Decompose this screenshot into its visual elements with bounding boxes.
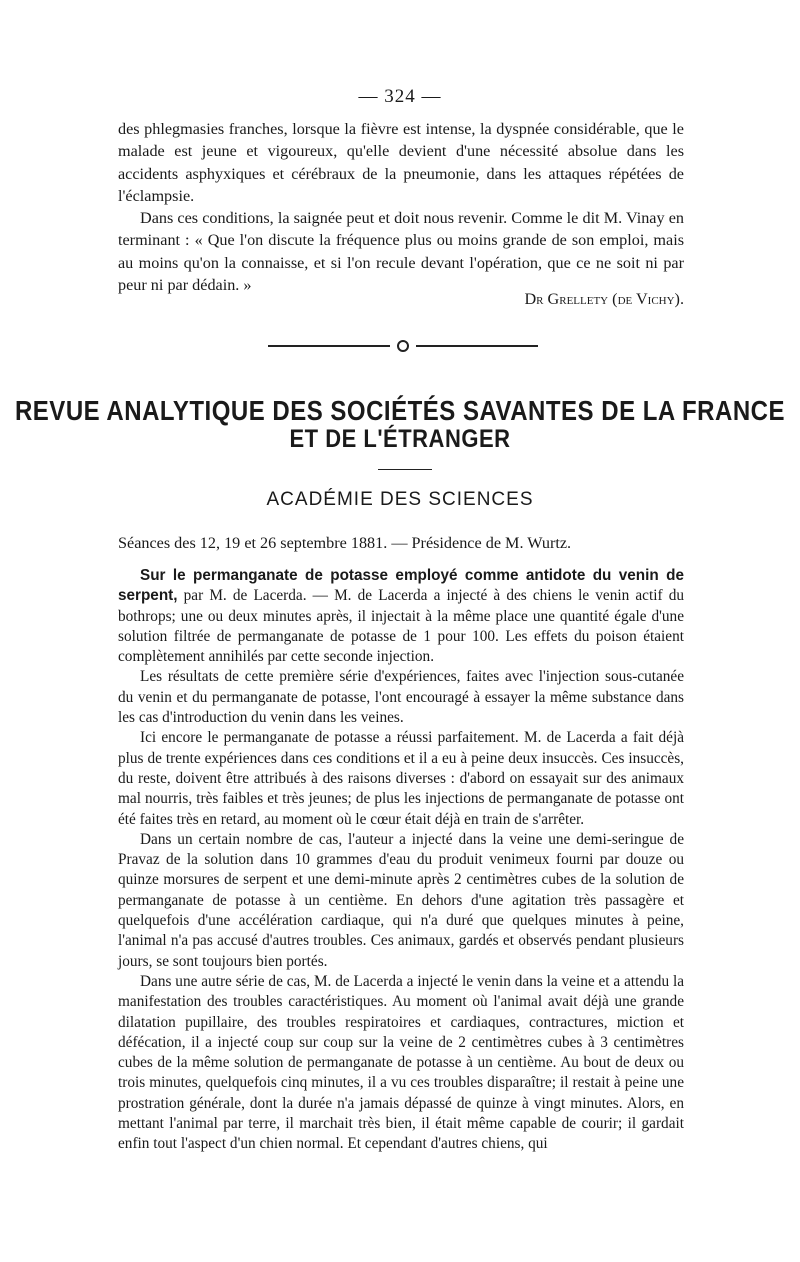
subsection-heading: ACADÉMIE DES SCIENCES	[266, 489, 534, 510]
paragraph: Les résultats de cette première série d'expériences, faites avec l'injection sous-cutanée du venin et du permanganate de potasse, l'ont encouragé à essayer la même substance dans les cas d'introduction du venin dans les veines.	[118, 668, 684, 727]
paragraph: Dans un certain nombre de cas, l'auteur a injecté dans la veine une demi-seringue de Pravaz de la solution dans 10 grammes d'eau du produit venimeux fourni par douze ou quinze morsures de serpent et une demi-minute après 2 centimètres cubes de la solution de permanganate de potasse à un centième. En dehors d'une agitation très passagère et quelquefois d'une accélération cardiaque, qui n'a duré que quelques minutes à peine, l'animal n'a pas accusé d'autres troubles. Ces animaux, gardés et observés pendant plusieurs jours, se sont toujours bien portés.	[118, 830, 684, 970]
ornamental-divider	[268, 340, 538, 352]
sessions-line: Séances des 12, 19 et 26 septembre 1881. — Présidence de M. Wurtz.	[118, 534, 572, 552]
paragraph: Sur le permanganate de potasse employé comme antidote du venin de serpent, par M. de Lacerda. — M. de Lacerda a injecté à des chiens le venin actif du bothrops; une ou deux minutes après, il injectait à la même place une quantité égale d'une solution filtrée de permanganate de potasse de 1 pour 100. Les effets du poison étaient complètement annihilés par cette seconde injection.	[118, 567, 684, 666]
article-body	[118, 566, 684, 1155]
paragraph: Ici encore le permanganate de potasse a réussi parfaitement. M. de Lacerda a fait déjà plus de trente expériences dans ces conditions et il a eu à peine deux insuccès. Ces insuccès, du reste, doivent être attribués à des raisons diverses : d'abord on essayait sur des animaux mal nourris, très faibles et très jeunes; de plus les injections de permanganate de potasse ont été faites très en retard, au moment où le cœur était déjà en train de s'arrêter.	[118, 729, 684, 828]
previous-article-end	[118, 118, 684, 296]
paragraph: Dans ces conditions, la saignée peut et doit nous revenir. Comme le dit M. Vinay en terminant : « Que l'on discute la fréquence plus ou moins grande de son emploi, mais au moins qu'on la connaisse, et si l'on recule devant l'opération, que ce ne soit ni par peur ni par dédain. »	[118, 209, 684, 295]
paragraph: des phlegmasies franches, lorsque la fièvre est intense, la dyspnée considérable, que le malade est jeune et vigoureux, qu'elle devient d'une nécessité absolue dans les accidents asphyxiques et cérébraux de la pneumonie, dans les attaques répétées de l'éclampsie.	[118, 120, 684, 205]
author-signature: Dr Grellety (de Vichy).	[524, 290, 684, 308]
page-number: — 324 —	[358, 86, 442, 107]
article-title: Sur le permanganate de potasse employé comme antidote du venin de serpent,	[118, 567, 684, 605]
section-heading-line2: ET DE L'ÉTRANGER	[289, 424, 511, 453]
short-divider	[378, 469, 432, 470]
section-heading: REVUE ANALYTIQUE DES SOCIÉTÉS SAVANTES DE LA FRANCE	[14, 395, 786, 427]
paragraph: Dans une autre série de cas, M. de Lacerda a injecté le venin dans la veine et a attendu la manifestation des troubles caractéristiques. Au moment où l'animal avait déjà une grande dilatation pupillaire, des troubles respiratoires et cardiaques, contractures, miction et défécation, il a injecté coup sur coup sur la veine de 2 centimètres cubes à 3 centimètres cubes de la même solution de permanganate de potasse à un centième. Au bout de deux ou trois minutes, quelquefois cinq minutes, il a vu ces troubles disparaître; il restait à peine une prostration générale, dont la durée n'a jamais dépassé de quinze à vingt minutes. Alors, en mettant l'animal par terre, il marchait très bien, il était même capable de courir; il gardait enfin tout l'aspect d'un chien normal. Et cependant d'autres chiens, qui	[118, 972, 684, 1153]
